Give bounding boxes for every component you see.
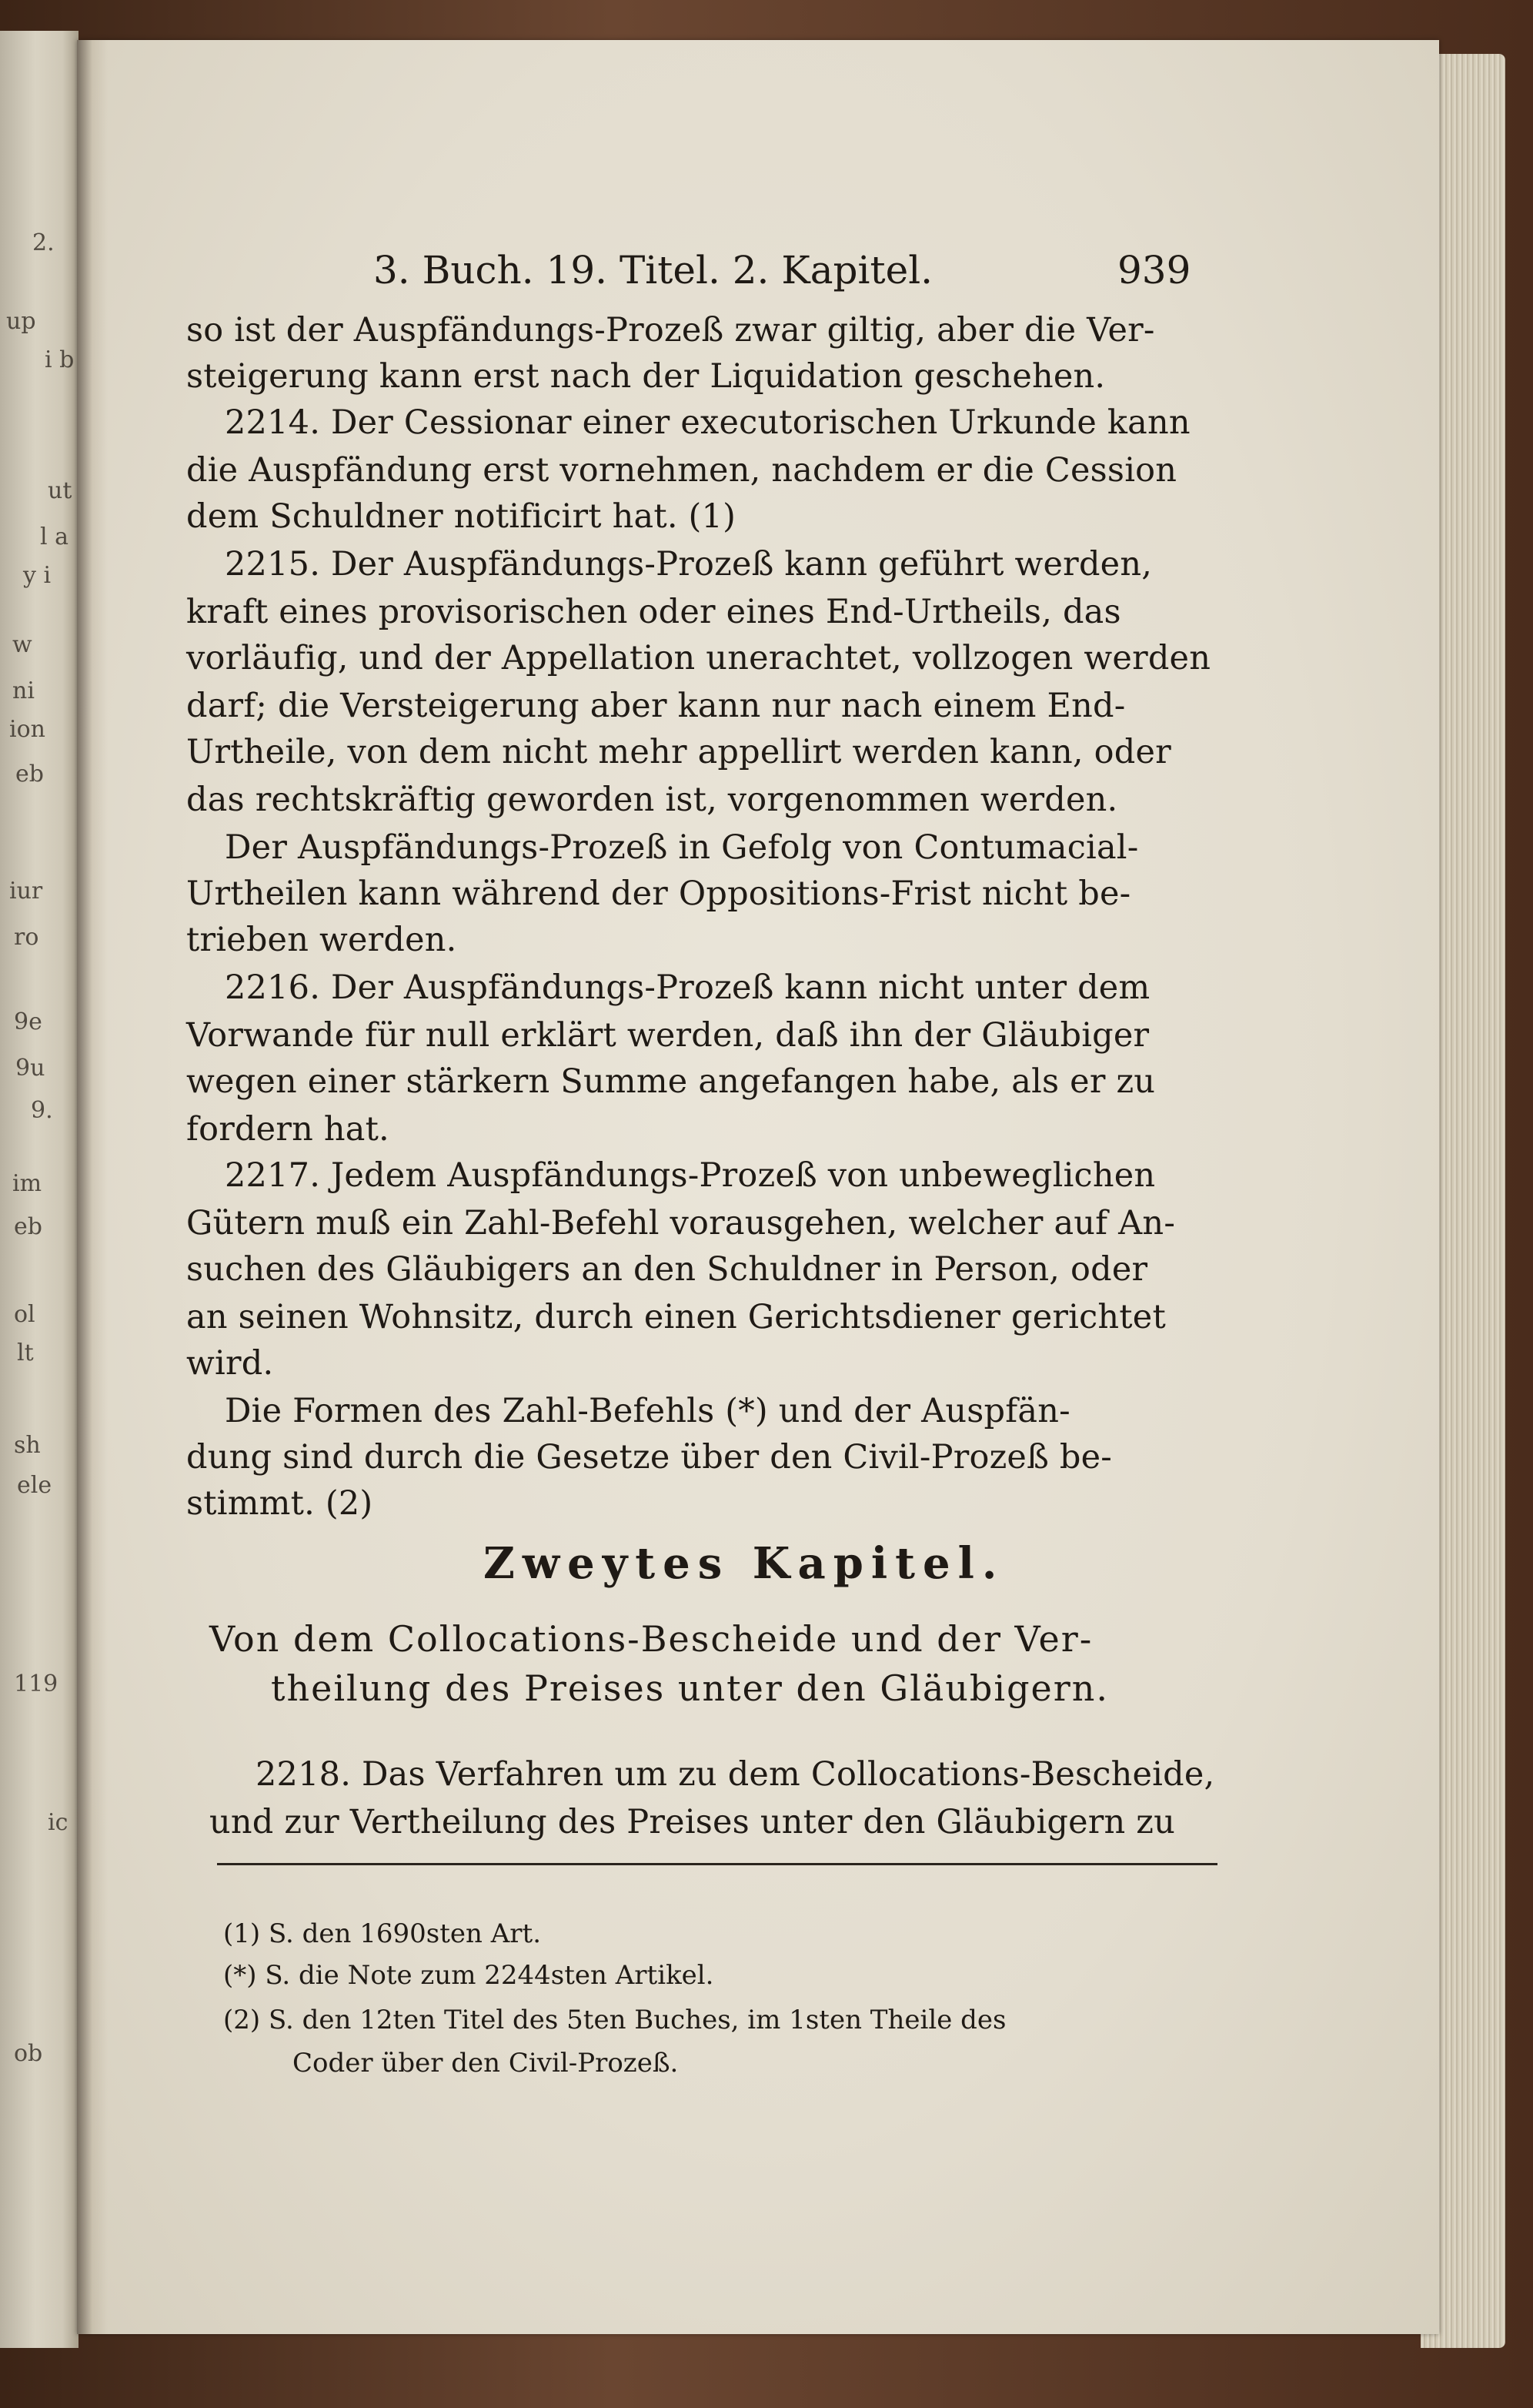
text-line: 2216. Der Auspfändungs-Prozeß kann nicht unter dem (225, 968, 1151, 1007)
chapter-subtitle-line: Von dem Collocations-Bescheide und der Ver- (209, 1618, 1094, 1660)
left-page-fragment: w (12, 631, 32, 658)
running-title: 3. Buch. 19. Titel. 2. Kapitel. (373, 248, 933, 293)
left-page-fragment: sh (14, 1432, 41, 1459)
footnote-rule (217, 1863, 1217, 1865)
left-page-fragment: l a (40, 523, 69, 550)
text-line: und zur Vertheilung des Preises unter den Gläubigern zu (209, 1803, 1176, 1841)
text-line: trieben werden. (186, 921, 457, 959)
book-page (77, 40, 1439, 2334)
left-page-fragment: eb (14, 1213, 42, 1240)
footnote: (1) S. den 1690sten Art. (223, 1918, 541, 1949)
chapter-subtitle-line: theilung des Preises unter den Gläubigern. (271, 1667, 1109, 1709)
left-page-fragment: ic (48, 1809, 68, 1836)
left-page-fragment: 9u (15, 1055, 45, 1082)
text-line: Vorwande für null erklärt werden, daß ihn der Gläubiger (186, 1016, 1150, 1055)
footnote: Coder über den Civil-Prozeß. (292, 2048, 679, 2079)
text-line: vorläufig, und der Appellation unerachtet, vollzogen werden (186, 639, 1211, 677)
text-line: so ist der Auspfändungs-Prozeß zwar giltig, aber die Ver- (186, 311, 1155, 349)
left-page-fragment: ni (12, 677, 35, 704)
gutter-shadow (77, 40, 108, 2334)
left-page-fragment: 2. (32, 229, 55, 256)
left-page-fragment: up (6, 308, 36, 335)
footnote: (*) S. die Note zum 2244sten Artikel. (223, 1960, 714, 1991)
left-page-fragment: ele (17, 1472, 52, 1499)
text-line: die Auspfändung erst vornehmen, nachdem er die Cession (186, 451, 1177, 490)
chapter-heading: Zweytes Kapitel. (483, 1538, 1005, 1589)
left-page-fragment: ut (48, 477, 72, 504)
text-line: Der Auspfändungs-Prozeß in Gefolg von Contumacial- (225, 828, 1139, 867)
text-line: 2218. Das Verfahren um zu dem Collocations-Bescheide, (256, 1755, 1215, 1794)
text-line: dem Schuldner notificirt hat. (1) (186, 497, 736, 536)
text-line: Urtheilen kann während der Oppositions-Frist nicht be- (186, 875, 1131, 913)
text-line: kraft eines provisorischen oder eines End-Urtheils, das (186, 593, 1121, 631)
left-page-fragment: y i (23, 562, 52, 589)
left-page-fragment: ob (14, 2040, 43, 2067)
left-page-fragment: 119 (14, 1671, 58, 1697)
left-page-fragment: 9e (14, 1008, 42, 1035)
text-line: an seinen Wohnsitz, durch einen Gerichtsdiener gerichtet (186, 1298, 1166, 1336)
text-line: 2215. Der Auspfändungs-Prozeß kann geführt werden, (225, 545, 1153, 584)
previous-page-edge (0, 31, 78, 2348)
text-line: dung sind durch die Gesetze über den Civil-Prozeß be- (186, 1438, 1112, 1477)
text-line: suchen des Gläubigers an den Schuldner in Person, oder (186, 1250, 1148, 1289)
text-line: 2217. Jedem Auspfändungs-Prozeß von unbeweglichen (225, 1156, 1156, 1195)
page-number: 939 (1117, 248, 1191, 293)
text-line: Die Formen des Zahl-Befehls (*) und der Auspfän- (225, 1392, 1070, 1430)
left-page-fragment: ion (9, 716, 45, 743)
left-page-fragment: 9. (31, 1097, 53, 1124)
left-page-fragment: i b (45, 346, 75, 373)
text-line: das rechtskräftig geworden ist, vorgenommen werden. (186, 781, 1118, 819)
text-line: stimmt. (2) (186, 1484, 373, 1523)
text-line: steigerung kann erst nach der Liquidation geschehen. (186, 357, 1106, 396)
text-line: fordern hat. (186, 1110, 389, 1149)
text-line: wird. (186, 1344, 274, 1383)
text-line: Urtheile, von dem nicht mehr appellirt werden kann, oder (186, 733, 1171, 771)
text-line: darf; die Versteigerung aber kann nur nach einem End- (186, 687, 1126, 725)
left-page-fragment: im (12, 1170, 42, 1197)
text-line: 2214. Der Cessionar einer executorischen Urkunde kann (225, 403, 1191, 442)
left-page-fragment: lt (17, 1339, 34, 1366)
footnote: (2) S. den 12ten Titel des 5ten Buches, im 1sten Theile des (223, 2005, 1007, 2035)
left-page-fragment: ol (14, 1301, 35, 1328)
left-page-fragment: iur (9, 878, 43, 905)
left-page-fragment: eb (15, 761, 44, 788)
text-line: wegen einer stärkern Summe angefangen habe, als er zu (186, 1062, 1156, 1101)
left-page-fragment: ro (14, 924, 39, 951)
text-line: Gütern muß ein Zahl-Befehl vorausgehen, welcher auf An- (186, 1204, 1176, 1242)
